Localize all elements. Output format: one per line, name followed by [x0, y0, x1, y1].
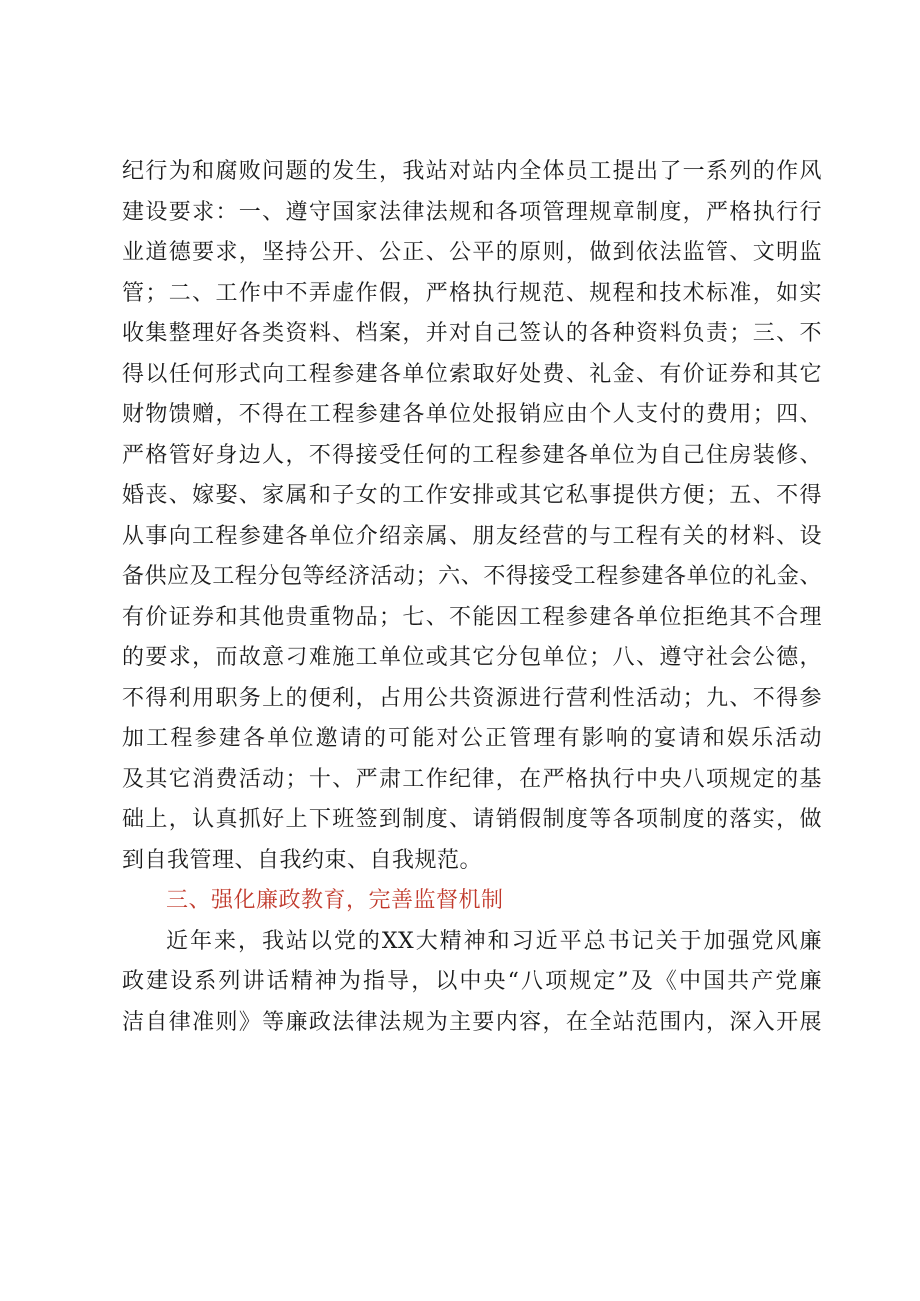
paragraph-education — [122, 922, 822, 1044]
paragraph-conduct-requirements — [122, 152, 822, 841]
text-line: 加工程参建各单位邀请的可能对公正管理有影响的宴请和娱乐活动 — [122, 726, 822, 751]
text-line: 不得利用职务上的便利，占用公共资源进行营利性活动；九、不得参 — [122, 685, 822, 711]
document-page — [122, 152, 822, 1043]
text-line: 财物馈赠，不得在工程参建各单位处报销应由个人支付的费用；四、 — [122, 402, 822, 427]
text-line: 有价证券和其他贵重物品；七、不能因工程参建各单位拒绝其不合理 — [122, 604, 822, 630]
text-line: 业道德要求，坚持公开、公正、公平的原则，做到依法监管、文明监 — [122, 240, 822, 265]
text-line: 纪行为和腐败问题的发生，我站对站内全体员工提出了一系列的作风 — [122, 159, 822, 184]
section-heading: 三、强化廉政教育，完善监督机制 — [166, 888, 504, 913]
text-line: 婚丧、嫁娶、家属和子女的工作安排或其它私事提供方便；五、不得 — [122, 483, 822, 508]
text-line: 的要求，而故意刁难施工单位或其它分包单位；八、遵守社会公德， — [122, 645, 822, 670]
text-line: 收集整理好各类资料、档案，并对自己签认的各种资料负责；三、不 — [122, 321, 822, 346]
text-line: 政建设系列讲话精神为指导，以中央“八项规定”及《中国共产党廉 — [122, 969, 822, 994]
text-line: 从事向工程参建各单位介绍亲属、朋友经营的与工程有关的材料、设 — [122, 523, 822, 549]
text-line: 及其它消费活动；十、严肃工作纪律，在严格执行中央八项规定的基 — [122, 766, 822, 792]
text-line: 到自我管理、自我约束、自我规范。 — [122, 847, 483, 873]
text-line: 建设要求：一、遵守国家法律法规和各项管理规章制度，严格执行行 — [122, 199, 822, 225]
paragraph-conduct-requirements-end — [122, 841, 822, 882]
text-line: 洁自律准则》等廉政法律法规为主要内容，在全站范围内，深入开展 — [122, 1009, 822, 1035]
text-line: 严格管好身边人，不得接受任何的工程参建各单位为自己住房装修、 — [122, 442, 822, 468]
text-line: 近年来，我站以党的XX大精神和习近平总书记关于加强党风廉 — [166, 928, 822, 954]
text-line: 管；二、工作中不弄虚作假，严格执行规范、规程和技术标准，如实 — [122, 280, 822, 306]
text-line: 础上，认真抓好上下班签到制度、请销假制度等各项制度的落实，做 — [122, 807, 822, 832]
text-line: 备供应及工程分包等经济活动；六、不得接受工程参建各单位的礼金、 — [122, 564, 822, 589]
text-line: 得以任何形式向工程参建各单位索取好处费、礼金、有价证券和其它 — [122, 361, 822, 387]
